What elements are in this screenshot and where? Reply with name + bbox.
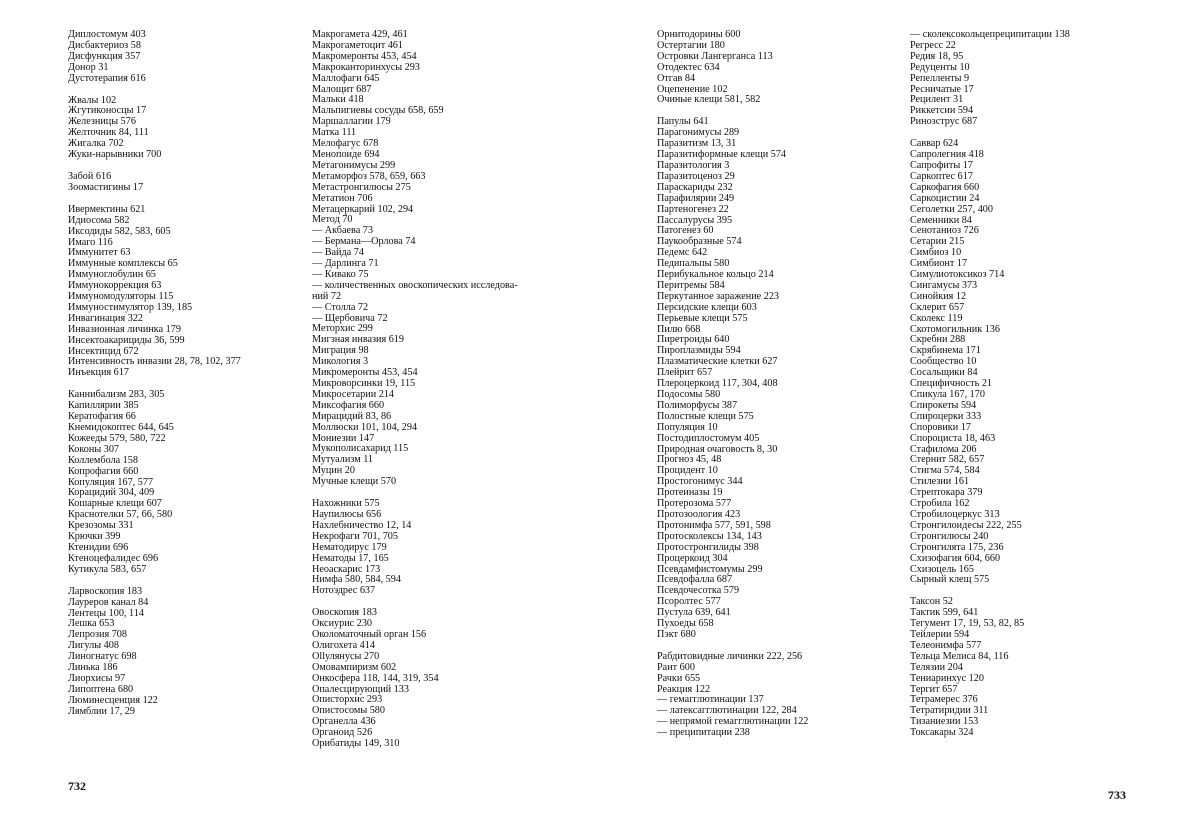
index-entry: Репелленты 9 xyxy=(910,72,970,84)
index-entry: Жуки-нарывники 700 xyxy=(68,149,162,161)
index-entry: Сообщество 10 xyxy=(910,356,977,368)
index-entry: Кошарные клещи 607 xyxy=(68,498,162,510)
index-entry: — сколексокольцепреципитации 138 xyxy=(910,29,1070,40)
index-entry: Дустотерапия 616 xyxy=(68,72,146,84)
index-entry: — преципитации 238 xyxy=(657,727,750,739)
index-entry: Ollулянусы 270 xyxy=(312,650,380,662)
index-entry: Нематоды 17, 165 xyxy=(312,552,389,564)
index-entry: Параскариды 232 xyxy=(657,181,733,193)
index-entry: Ринозструс 687 xyxy=(910,116,978,128)
index-entry: Протеиназы 19 xyxy=(657,487,723,499)
index-entry: — Акбаева 73 xyxy=(312,225,373,237)
index-entry: Сколекс 119 xyxy=(910,312,963,324)
index-entry: Мигзная инвазия 619 xyxy=(312,334,405,346)
index-entry: Тактик 599, 641 xyxy=(910,607,979,619)
index-entry: Мирацидий 83, 86 xyxy=(312,410,392,422)
index-entry: Тейлерии 594 xyxy=(910,629,970,641)
index-entry: Коллембола 158 xyxy=(68,454,138,466)
index-entry: Зоомастигины 17 xyxy=(68,181,144,193)
index-entry: Органелла 436 xyxy=(312,716,376,728)
index-entry: Спороциста 18, 463 xyxy=(910,432,996,444)
index-entry: Псевдофалла 687 xyxy=(657,574,733,586)
index-entry: Процеркоид 304 xyxy=(657,552,728,564)
index-entry: Каннибализм 283, 305 xyxy=(68,389,165,401)
index-entry: Диплостомум 403 xyxy=(68,29,146,40)
index-entry: Ктенидии 696 xyxy=(68,541,129,553)
index-entry: Лиорхисы 97 xyxy=(68,672,126,684)
index-entry: Органоид 526 xyxy=(312,727,373,739)
index-entry: Копрофагия 660 xyxy=(68,465,139,477)
index-entry: Стигма 574, 584 xyxy=(910,465,980,477)
index-entry: Семенники 84 xyxy=(910,214,972,226)
index-entry: Макроканторинхусы 293 xyxy=(312,61,420,73)
index-entry: Опалесцирующий 133 xyxy=(312,683,409,695)
index-entry: Симулиотоксикоз 714 xyxy=(910,269,1005,281)
index-entry: Иммунные комплексы 65 xyxy=(68,258,178,270)
index-entry: Забой 616 xyxy=(68,170,112,182)
index-entry: Линька 186 xyxy=(68,662,118,674)
index-entry: Протонимфа 577, 591, 598 xyxy=(657,519,771,531)
index-entry: Полиморфусы 387 xyxy=(657,399,738,411)
index-entry: Пэкт 680 xyxy=(657,628,696,640)
index-entry: Стернит 582, 657 xyxy=(910,454,985,466)
index-entry: Педемс 642 xyxy=(657,247,708,259)
index-column-4 xyxy=(910,30,1170,739)
index-entry: Метод 70 xyxy=(312,214,353,226)
index-entry: Редуценты 10 xyxy=(910,61,970,73)
index-entry: Сеголетки 257, 400 xyxy=(910,203,993,215)
index-entry: Рабдитовидные личинки 222, 256 xyxy=(657,650,803,662)
index-entry: Папулы 641 xyxy=(657,116,709,128)
index-entry: Сырный клещ 575 xyxy=(910,574,990,586)
index-entry: Мелофагус 678 xyxy=(312,138,379,150)
index-entry: Имаго 116 xyxy=(68,236,113,248)
index-entry: Матка 111 xyxy=(312,127,357,139)
index-entry: Симбиоз 10 xyxy=(910,247,962,259)
index-entry: Лентецы 100, 114 xyxy=(68,607,144,619)
index-entry: Саркоптес 617 xyxy=(910,170,973,182)
index-entry: Постодиплостомум 405 xyxy=(657,432,760,444)
index-entry: Таксон 52 xyxy=(910,596,953,608)
index-entry: Сапролегния 418 xyxy=(910,149,984,161)
index-entry: Околоматочный орган 156 xyxy=(312,629,427,641)
index-entry: Саркоцистии 24 xyxy=(910,192,980,204)
index-entry: Лауреров канал 84 xyxy=(68,596,149,608)
index-entry: Миксофагия 660 xyxy=(312,399,385,411)
index-column-1 xyxy=(68,30,318,718)
index-entry: Стронгилята 175, 236 xyxy=(910,541,1004,553)
index-entry: Протосколексы 134, 143 xyxy=(657,530,762,542)
index-entry: ний 72 xyxy=(312,290,342,302)
index-entry: Кутикула 583, 657 xyxy=(68,563,147,575)
index-entry: Метатион 706 xyxy=(312,192,373,204)
index-entry: Микроворсинки 19, 115 xyxy=(312,378,416,389)
index-entry: Описторхис 293 xyxy=(312,694,383,706)
index-entry: Сетарии 215 xyxy=(910,236,965,248)
index-entry: Стронгилюсы 240 xyxy=(910,530,989,542)
index-entry: — Щербовича 72 xyxy=(312,312,388,324)
index-entry: Спикула 167, 170 xyxy=(910,389,985,400)
index-entry: Пухоеды 658 xyxy=(657,618,714,630)
index-entry: Макромеронты 453, 454 xyxy=(312,50,417,62)
index-entry: Телязии 204 xyxy=(910,661,963,673)
index-entry: Псоролтес 577 xyxy=(657,596,721,608)
index-entry: Стилезии 161 xyxy=(910,476,970,488)
index-entry: Инсектоакарициды 36, 599 xyxy=(68,334,185,346)
index-entry: Паразитология 3 xyxy=(657,159,730,171)
index-entry: Нахожники 575 xyxy=(312,498,380,510)
index-entry: Жвалы 102 xyxy=(68,94,117,106)
index-entry: Скотомогильник 136 xyxy=(910,323,1000,335)
index-entry: Менопоиде 694 xyxy=(312,148,380,160)
index-entry: Парагонимусы 289 xyxy=(657,127,740,139)
index-entry: Жгутиконосцы 17 xyxy=(68,105,147,117)
index-entry: Инвагинация 322 xyxy=(68,312,144,324)
index-entry: Реакция 122 xyxy=(657,683,711,695)
index-entry: Ивермектины 621 xyxy=(68,203,146,215)
index-entry: Псевдочесотка 579 xyxy=(657,585,740,597)
index-entry: Корацидий 304, 409 xyxy=(68,487,155,499)
index-entry: Метацеркарий 102, 294 xyxy=(312,203,414,215)
index-entry: Тизаниезии 153 xyxy=(910,716,979,728)
index-entry: Перьевые клещи 575 xyxy=(657,312,748,324)
index-entry: Регресс 22 xyxy=(910,39,956,51)
index-entry: Кожееды 579, 580, 722 xyxy=(68,432,166,444)
index-entry: Иммуноглобулин 65 xyxy=(68,269,156,281)
index-entry: Процидент 10 xyxy=(657,465,718,477)
index-entry: Макрогамета 429, 461 xyxy=(312,29,408,40)
index-column-2 xyxy=(312,30,562,750)
index-entry: Капиллярии 385 xyxy=(68,400,139,412)
index-entry: Остертагии 180 xyxy=(657,39,725,51)
index-entry: Сенотаниоз 726 xyxy=(910,225,979,237)
index-entry: Интенсивность инвазии 28, 78, 102, 377 xyxy=(68,356,241,368)
index-entry: Метаморфоз 578, 659, 663 xyxy=(312,170,426,182)
index-entry: Коконы 307 xyxy=(68,443,120,455)
index-entry: Пассалурусы 395 xyxy=(657,214,733,226)
index-entry: Простогонимус 344 xyxy=(657,476,743,488)
index-entry: Метастронгилюсы 275 xyxy=(312,181,411,193)
index-entry: Ктеноцефалидес 696 xyxy=(68,552,159,564)
index-entry: Стронгилоидесы 222, 255 xyxy=(910,519,1022,531)
index-entry: Крезозомы 331 xyxy=(68,520,134,532)
index-entry: Пилю 668 xyxy=(657,323,701,335)
index-entry: Склерит 657 xyxy=(910,301,965,313)
index-entry: Тетратиридии 311 xyxy=(910,705,989,717)
index-entry: Тельца Мелиса 84, 116 xyxy=(910,650,1009,662)
index-entry: Малощит 687 xyxy=(312,83,372,95)
index-entry: Пиретроиды 640 xyxy=(657,334,730,346)
index-entry: Токсакары 324 xyxy=(910,727,974,739)
index-entry: Редия 18, 95 xyxy=(910,50,964,62)
index-entry: — Дарлинга 71 xyxy=(312,258,379,270)
index-entry: — Вайда 74 xyxy=(312,247,364,259)
index-entry: Мониезии 147 xyxy=(312,432,375,444)
index-entry: Педипальпы 580 xyxy=(657,258,730,270)
index-entry: Микросетарии 214 xyxy=(312,388,394,400)
index-entry: Мутуализм 11 xyxy=(312,454,374,466)
index-entry: Спироцерки 333 xyxy=(910,410,982,422)
index-entry: Паразитизм 13, 31 xyxy=(657,138,737,150)
index-entry: Онкосфера 118, 144, 319, 354 xyxy=(312,672,439,684)
index-entry: Инсектицид 672 xyxy=(68,345,139,357)
index-entry: Перкутанное заражение 223 xyxy=(657,290,780,302)
index-entry: Овоскопия 183 xyxy=(312,607,377,619)
page-number-left: 732 xyxy=(68,779,86,793)
index-entry: Саввар 624 xyxy=(910,138,959,150)
index-entry: Раит 600 xyxy=(657,661,695,673)
index-entry: Стрептокара 379 xyxy=(910,487,983,499)
index-entry: Перибукальное кольцо 214 xyxy=(657,269,774,281)
index-entry: Синойкия 12 xyxy=(910,290,967,302)
index-entry: Персидские клещи 603 xyxy=(657,301,757,313)
index-entry: — количественных овоскопических исследова- xyxy=(312,279,518,291)
index-entry: Природная очаговость 8, 30 xyxy=(657,443,778,455)
index-entry: Омовампиризм 602 xyxy=(312,661,397,673)
index-entry: Плазматические клетки 627 xyxy=(657,356,778,368)
index-entry: Перитремы 584 xyxy=(657,279,725,291)
index-entry: Липоптена 680 xyxy=(68,683,134,695)
index-entry: Люминесценция 122 xyxy=(68,694,158,706)
index-entry: Партеногенез 22 xyxy=(657,203,729,215)
index-entry: Иксодиды 582, 583, 605 xyxy=(68,225,171,237)
index-entry: Крючки 399 xyxy=(68,531,121,543)
index-entry: Меторхис 299 xyxy=(312,323,373,335)
index-entry: Инвазионная личинка 179 xyxy=(68,323,181,335)
index-entry: Краснотелки 57, 66, 580 xyxy=(68,509,173,521)
index-entry: Мучные клещи 570 xyxy=(312,476,397,488)
index-entry: — непрямой гемагглютинации 122 xyxy=(657,716,809,728)
index-entry: Муцин 20 xyxy=(312,465,355,477)
index-entry: Неоаскарис 173 xyxy=(312,563,381,575)
index-entry: — латексагглютинации 122, 284 xyxy=(657,705,797,717)
index-column-3 xyxy=(657,30,907,739)
index-entry: Рецилент 31 xyxy=(910,94,964,106)
letter-group-gap xyxy=(68,85,318,96)
index-entry: Нахлебничество 12, 14 xyxy=(312,519,412,531)
index-entry: Пустула 639, 641 xyxy=(657,607,731,619)
index-entry: Лямблии 17, 29 xyxy=(68,705,135,717)
index-entry: Сосальщики 84 xyxy=(910,367,978,379)
index-entry: Рачки 655 xyxy=(657,672,701,684)
index-entry: Макрогаметоцит 461 xyxy=(312,39,403,51)
index-entry: Сапрофиты 17 xyxy=(910,159,973,171)
index-entry: Нимфа 580, 584, 594 xyxy=(312,574,401,586)
index-entry: Специфичность 21 xyxy=(910,378,993,390)
index-entry: Донор 31 xyxy=(68,61,109,73)
index-entry: — Кивако 75 xyxy=(312,268,369,280)
index-entry: Стробилоцеркус 313 xyxy=(910,508,1000,520)
index-entry: Дисбактериоз 58 xyxy=(68,39,141,51)
index-entry: Прогноз 45, 48 xyxy=(657,454,722,466)
index-entry: Скрябинема 171 xyxy=(910,345,981,357)
index-entry: Нематодирус 179 xyxy=(312,541,387,553)
index-entry: Подосомы 580 xyxy=(657,389,721,400)
index-entry: Парафилярии 249 xyxy=(657,192,735,204)
page-number-right: 733 xyxy=(1108,788,1126,802)
index-entry: Лепрозия 708 xyxy=(68,629,127,641)
index-entry: Тениаринхус 120 xyxy=(910,672,984,684)
index-entry: — Бермана—Орлова 74 xyxy=(312,236,416,248)
index-entry: Моллюски 101, 104, 294 xyxy=(312,421,418,433)
index-entry: Споровики 17 xyxy=(910,421,971,433)
index-entry: Отодектес 634 xyxy=(657,61,720,73)
index-entry: Мальки 418 xyxy=(312,94,364,106)
index-entry: Олигохета 414 xyxy=(312,639,375,651)
index-entry: Метагонимусы 299 xyxy=(312,159,396,171)
index-entry: Мукополисахарид 115 xyxy=(312,443,409,455)
index-entry: Некрофаги 701, 705 xyxy=(312,530,398,542)
index-entry: Микология 3 xyxy=(312,356,369,368)
index-entry: Очиные клещи 581, 582 xyxy=(657,94,761,106)
index-entry: Паразитиформные клещи 574 xyxy=(657,149,787,161)
index-entry: Скребни 288 xyxy=(910,334,966,346)
index-entry: Оксиурис 230 xyxy=(312,618,373,630)
index-entry: Нотоэдрес 637 xyxy=(312,585,376,597)
index-entry: Псевдамфистомумы 299 xyxy=(657,563,763,575)
index-entry: Тетрамерес 376 xyxy=(910,694,978,706)
index-entry: Отгав 84 xyxy=(657,72,696,84)
index-entry: Оцепенение 102 xyxy=(657,83,728,95)
index-entry: Орибатиды 149, 310 xyxy=(312,738,400,750)
index-entry: Желточник 84, 111 xyxy=(68,127,149,139)
index-entry: Копуляция 167, 577 xyxy=(68,476,154,488)
index-entry: Маршаллагии 179 xyxy=(312,116,391,128)
index-entry: Патогенез 60 xyxy=(657,225,714,237)
index-entry: Тегумент 17, 19, 53, 82, 85 xyxy=(910,618,1025,630)
index-entry: Маллофаги 645 xyxy=(312,72,380,84)
index-entry: Островки Лангерганса 113 xyxy=(657,50,773,62)
index-entry: Железницы 576 xyxy=(68,116,136,128)
index-entry: Протостронгилиды 398 xyxy=(657,541,759,553)
index-entry: Протерозома 577 xyxy=(657,498,732,510)
index-entry: Риккетсии 594 xyxy=(910,105,974,117)
index-entry: Стафилома 206 xyxy=(910,443,977,455)
index-entry: Наупилюсы 656 xyxy=(312,508,382,520)
index-entry: Линогнатус 698 xyxy=(68,651,137,663)
index-entry: Кератофагия 66 xyxy=(68,411,136,423)
index-entry: Лигулы 408 xyxy=(68,640,119,652)
index-entry: Полостные клещи 575 xyxy=(657,410,754,422)
index-entry: Пироплазмиды 594 xyxy=(657,345,741,357)
index-entry: — гемагглютинации 137 xyxy=(657,694,764,706)
index-entry: Идиосома 582 xyxy=(68,214,130,226)
index-entry: Плероцеркоид 117, 304, 408 xyxy=(657,378,778,390)
index-entry: Плейрит 657 xyxy=(657,367,713,379)
index-entry: Тергит 657 xyxy=(910,683,958,695)
index-entry: Спирокеты 594 xyxy=(910,399,977,411)
index-entry: Телеонимфа 577 xyxy=(910,639,982,651)
index-entry: Инъекция 617 xyxy=(68,367,129,379)
index-entry: Популяция 10 xyxy=(657,421,718,433)
index-entry: Паразитоценоз 29 xyxy=(657,170,735,182)
index-entry: Иммунокоррекция 63 xyxy=(68,280,162,292)
index-entry: Протозоология 423 xyxy=(657,508,741,520)
index-entry: Ресничатые 17 xyxy=(910,83,974,95)
index-entry: Саркофагия 660 xyxy=(910,181,980,193)
index-entry: Микромеронты 453, 454 xyxy=(312,367,418,379)
index-entry: Орнитодорины 600 xyxy=(657,29,741,40)
index-entry: Стробила 162 xyxy=(910,498,970,510)
index-entry: Опистосомы 580 xyxy=(312,705,385,717)
index-entry: Иммунитет 63 xyxy=(68,247,131,259)
index-entry: Иммуномодуляторы 115 xyxy=(68,291,174,303)
index-entry: Симбионт 17 xyxy=(910,258,968,270)
index-entry: Схизофагия 604, 660 xyxy=(910,552,1001,564)
index-entry: Сингамусы 373 xyxy=(910,279,978,291)
index-entry: Лешка 653 xyxy=(68,618,115,630)
index-entry: Кнемидокоптес 644, 645 xyxy=(68,422,174,433)
index-entry: Жигалка 702 xyxy=(68,138,124,150)
index-entry: — Столла 72 xyxy=(312,301,369,313)
index-entry: Дисфункция 357 xyxy=(68,50,141,62)
index-entry: Мальпигиевы сосуды 658, 659 xyxy=(312,105,444,117)
index-entry: Паукообразные 574 xyxy=(657,236,742,248)
index-entry: Ларвоскопия 183 xyxy=(68,585,143,597)
index-entry: Иммуностимулятор 139, 185 xyxy=(68,301,193,313)
index-entry: Схизоцель 165 xyxy=(910,563,974,575)
index-entry: Миграция 98 xyxy=(312,345,369,357)
